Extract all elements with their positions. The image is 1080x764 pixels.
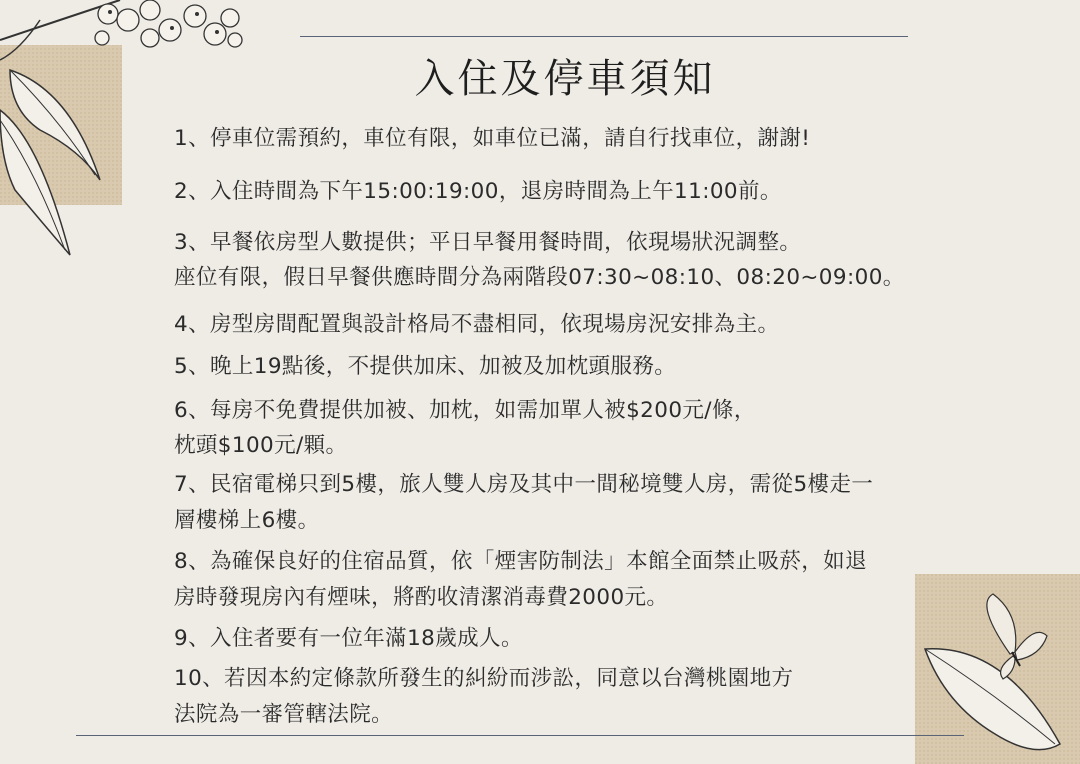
rule-1-line-1: 1、停車位需預約，車位有限，如車位已滿，請自行找車位，謝謝! [174, 126, 811, 151]
rule-8-line-1: 8、為確保良好的住宿品質，依「煙害防制法」本館全面禁止吸菸，如退 [174, 549, 867, 574]
rule-3-line-2: 座位有限，假日早餐供應時間分為兩階段07:30~08:10、08:20~09:00。 [174, 265, 905, 290]
top-divider [300, 36, 908, 37]
rule-2-line-1: 2、入住時間為下午15:00:19:00，退房時間為上午11:00前。 [174, 179, 782, 204]
page-title: 入住及停車須知 [414, 56, 716, 102]
bottom-divider [76, 735, 964, 736]
rule-10-line-1: 10、若因本約定條款所發生的糾紛而涉訟，同意以台灣桃園地方 [174, 666, 794, 691]
rule-4-line-1: 4、房型房間配置與設計格局不盡相同，依現場房況安排為主。 [174, 312, 780, 337]
rule-8-line-2: 房時發現房內有煙味，將酌收清潔消毒費2000元。 [174, 585, 669, 610]
rule-7-line-2: 層樓梯上6樓。 [174, 508, 320, 533]
rule-7-line-1: 7、民宿電梯只到5樓，旅人雙人房及其中一間秘境雙人房，需從5樓走一 [174, 472, 874, 497]
rule-10-line-2: 法院為一審管轄法院。 [174, 702, 394, 727]
rule-6-line-1: 6、每房不免費提供加被、加枕，如需加單人被$200元/條， [174, 398, 756, 423]
rule-3-line-1: 3、早餐依房型人數提供；平日早餐用餐時間，依現場狀況調整。 [174, 230, 802, 255]
rule-9-line-1: 9、入住者要有一位年滿18歲成人。 [174, 626, 523, 651]
rule-5-line-1: 5、晚上19點後，不提供加床、加被及加枕頭服務。 [174, 354, 677, 379]
rule-6-line-2: 枕頭$100元/顆。 [174, 433, 348, 458]
